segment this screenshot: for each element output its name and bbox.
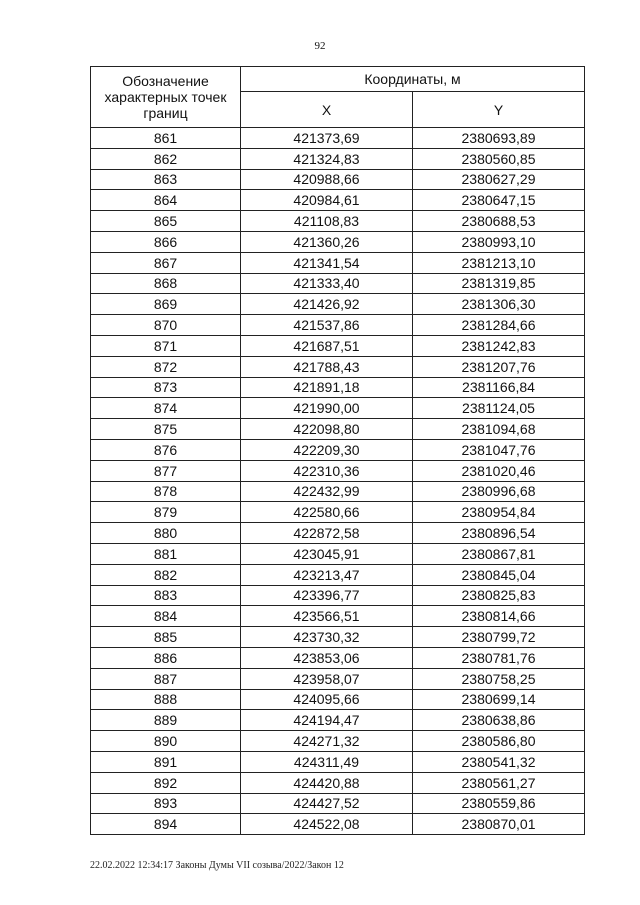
table-row (91, 772, 585, 793)
table-row (91, 585, 585, 606)
x-coordinate-cell: 423730,32 (241, 627, 413, 648)
x-coordinate-cell: 424194,47 (241, 710, 413, 731)
y-coordinate-cell: 2381020,46 (413, 460, 585, 481)
y-coordinate-cell: 2380870,01 (413, 814, 585, 835)
x-coordinate-cell: 421891,18 (241, 377, 413, 398)
x-coordinate-cell: 422098,80 (241, 419, 413, 440)
point-id-cell: 869 (91, 294, 241, 315)
y-coordinate-cell: 2380954,84 (413, 502, 585, 523)
table-row (91, 564, 585, 585)
x-coordinate-cell: 422432,99 (241, 481, 413, 502)
point-id-cell: 890 (91, 731, 241, 752)
table-row (91, 814, 585, 835)
y-coordinate-cell: 2380845,04 (413, 564, 585, 585)
x-coordinate-cell: 423566,51 (241, 606, 413, 627)
x-coordinate-cell: 421360,26 (241, 231, 413, 252)
table-row (91, 668, 585, 689)
x-coordinate-cell: 421108,83 (241, 211, 413, 232)
point-id-cell: 861 (91, 128, 241, 149)
x-coordinate-cell: 424095,66 (241, 689, 413, 710)
point-id-cell: 864 (91, 190, 241, 211)
y-coordinate-cell: 2381306,30 (413, 294, 585, 315)
point-id-cell: 888 (91, 689, 241, 710)
x-coordinate-cell: 421687,51 (241, 335, 413, 356)
table-row (91, 710, 585, 731)
table-row (91, 128, 585, 149)
x-coordinate-cell: 423213,47 (241, 564, 413, 585)
table-row (91, 377, 585, 398)
y-coordinate-cell: 2381284,66 (413, 315, 585, 336)
y-coordinate-cell: 2380693,89 (413, 128, 585, 149)
footer-stamp: 22.02.2022 12:34:17 Законы Думы VII созыва/2022/Закон 12 (90, 860, 344, 871)
y-coordinate-cell: 2381047,76 (413, 439, 585, 460)
y-coordinate-cell: 2381242,83 (413, 335, 585, 356)
y-coordinate-cell: 2381207,76 (413, 356, 585, 377)
table-row (91, 211, 585, 232)
table-body (91, 128, 585, 835)
table-row (91, 315, 585, 336)
y-coordinate-cell: 2380825,83 (413, 585, 585, 606)
x-coordinate-cell: 422209,30 (241, 439, 413, 460)
table-row (91, 252, 585, 273)
table-row (91, 335, 585, 356)
point-id-cell: 874 (91, 398, 241, 419)
point-id-cell: 866 (91, 231, 241, 252)
y-coordinate-cell: 2380867,81 (413, 543, 585, 564)
x-coordinate-cell: 421373,69 (241, 128, 413, 149)
x-coordinate-cell: 423958,07 (241, 668, 413, 689)
x-coordinate-cell: 421341,54 (241, 252, 413, 273)
point-id-cell: 865 (91, 211, 241, 232)
point-id-cell: 872 (91, 356, 241, 377)
point-id-cell: 894 (91, 814, 241, 835)
table-row (91, 481, 585, 502)
table-row (91, 689, 585, 710)
table-row (91, 606, 585, 627)
y-coordinate-cell: 2380541,32 (413, 751, 585, 772)
point-id-cell: 868 (91, 273, 241, 294)
point-id-cell: 878 (91, 481, 241, 502)
x-coordinate-cell: 423045,91 (241, 543, 413, 564)
x-coordinate-cell: 421788,43 (241, 356, 413, 377)
point-id-cell: 892 (91, 772, 241, 793)
table-row (91, 731, 585, 752)
header-y: Y (413, 92, 585, 128)
header-x: X (241, 92, 413, 128)
table-row (91, 231, 585, 252)
y-coordinate-cell: 2380996,68 (413, 481, 585, 502)
x-coordinate-cell: 422872,58 (241, 523, 413, 544)
table-row (91, 294, 585, 315)
table-row (91, 460, 585, 481)
point-id-cell: 881 (91, 543, 241, 564)
x-coordinate-cell: 421537,86 (241, 315, 413, 336)
table-row (91, 356, 585, 377)
table-row (91, 419, 585, 440)
point-id-cell: 884 (91, 606, 241, 627)
table-row (91, 647, 585, 668)
x-coordinate-cell: 420988,66 (241, 169, 413, 190)
x-coordinate-cell: 424271,32 (241, 731, 413, 752)
y-coordinate-cell: 2380758,25 (413, 668, 585, 689)
table-row (91, 273, 585, 294)
point-id-cell: 880 (91, 523, 241, 544)
y-coordinate-cell: 2380814,66 (413, 606, 585, 627)
y-coordinate-cell: 2381319,85 (413, 273, 585, 294)
table-row (91, 793, 585, 814)
table-row (91, 523, 585, 544)
point-id-cell: 879 (91, 502, 241, 523)
x-coordinate-cell: 424311,49 (241, 751, 413, 772)
point-id-cell: 870 (91, 315, 241, 336)
x-coordinate-cell: 424420,88 (241, 772, 413, 793)
point-id-cell: 875 (91, 419, 241, 440)
x-coordinate-cell: 424427,52 (241, 793, 413, 814)
point-id-cell: 883 (91, 585, 241, 606)
x-coordinate-cell: 421333,40 (241, 273, 413, 294)
point-id-cell: 885 (91, 627, 241, 648)
point-id-cell: 887 (91, 668, 241, 689)
y-coordinate-cell: 2380586,80 (413, 731, 585, 752)
table-row (91, 439, 585, 460)
point-id-cell: 873 (91, 377, 241, 398)
y-coordinate-cell: 2380561,27 (413, 772, 585, 793)
point-id-cell: 891 (91, 751, 241, 772)
y-coordinate-cell: 2380647,15 (413, 190, 585, 211)
y-coordinate-cell: 2380799,72 (413, 627, 585, 648)
x-coordinate-cell: 421324,83 (241, 148, 413, 169)
header-coordinates: Координаты, м (241, 67, 585, 92)
x-coordinate-cell: 423853,06 (241, 647, 413, 668)
point-id-cell: 886 (91, 647, 241, 668)
header-designation: Обозначение характерных точек границ (91, 67, 241, 128)
point-id-cell: 889 (91, 710, 241, 731)
x-coordinate-cell: 420984,61 (241, 190, 413, 211)
y-coordinate-cell: 2380560,85 (413, 148, 585, 169)
page-number: 92 (314, 40, 326, 52)
table-row (91, 627, 585, 648)
y-coordinate-cell: 2380627,29 (413, 169, 585, 190)
table-row (91, 751, 585, 772)
y-coordinate-cell: 2381166,84 (413, 377, 585, 398)
y-coordinate-cell: 2380638,86 (413, 710, 585, 731)
x-coordinate-cell: 422580,66 (241, 502, 413, 523)
point-id-cell: 862 (91, 148, 241, 169)
x-coordinate-cell: 422310,36 (241, 460, 413, 481)
y-coordinate-cell: 2381124,05 (413, 398, 585, 419)
table-row (91, 543, 585, 564)
point-id-cell: 893 (91, 793, 241, 814)
y-coordinate-cell: 2381213,10 (413, 252, 585, 273)
table-row (91, 398, 585, 419)
y-coordinate-cell: 2380699,14 (413, 689, 585, 710)
y-coordinate-cell: 2380781,76 (413, 647, 585, 668)
x-coordinate-cell: 423396,77 (241, 585, 413, 606)
point-id-cell: 877 (91, 460, 241, 481)
point-id-cell: 876 (91, 439, 241, 460)
y-coordinate-cell: 2380559,86 (413, 793, 585, 814)
y-coordinate-cell: 2380896,54 (413, 523, 585, 544)
table-row (91, 502, 585, 523)
table-row (91, 169, 585, 190)
y-coordinate-cell: 2381094,68 (413, 419, 585, 440)
y-coordinate-cell: 2380993,10 (413, 231, 585, 252)
coordinates-table (90, 66, 585, 835)
point-id-cell: 863 (91, 169, 241, 190)
y-coordinate-cell: 2380688,53 (413, 211, 585, 232)
table-row (91, 190, 585, 211)
x-coordinate-cell: 421990,00 (241, 398, 413, 419)
point-id-cell: 871 (91, 335, 241, 356)
x-coordinate-cell: 421426,92 (241, 294, 413, 315)
point-id-cell: 882 (91, 564, 241, 585)
x-coordinate-cell: 424522,08 (241, 814, 413, 835)
point-id-cell: 867 (91, 252, 241, 273)
table-row (91, 148, 585, 169)
